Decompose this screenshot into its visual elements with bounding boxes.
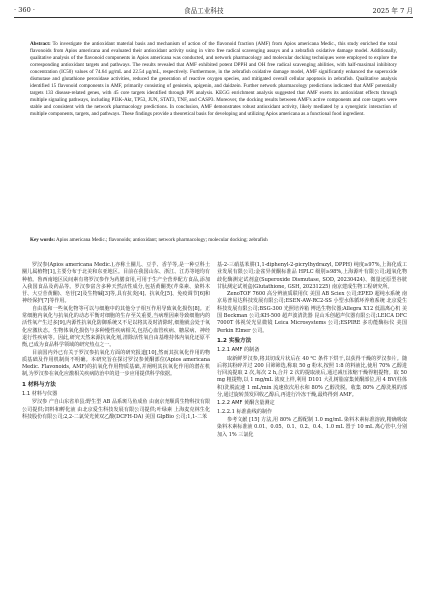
section-heading: 1 材料与方法 xyxy=(22,381,56,388)
paragraph: 目前国内外已有关于罗汉参抗氧化方面的研究报道[10],然而其抗氧化作用的物质基础及作用机制尚不明确。本研究旨在探讨罗汉参黄酮部位(Apios americana Medic. Flavonoids, AMF)的抗氧化作用物质基础,并阐明其抗氧化作用的潜在机制,为罗汉参在氧化应激相关疾病防治中的进一步应用提供科学依据。 xyxy=(22,349,210,378)
header-rule xyxy=(14,17,413,18)
paragraph: 罗汉参 产自山东省单县;野生型 AB 品系斑马鱼成鱼 由南京尧顺禹生物科技有限公司提供;饲料和孵化液 由北京爱生科技发展有限公司提供;叶绿素 上海麦克林生化科技股份有限公司;2,2-二氯荧光黄双乙酸(DCFH-DA) 美国 GlpBio 公司;1,1-二苯 xyxy=(22,399,210,420)
paragraph: ZenoTOF 7600 高分辨液质联用仪 美国 AB Sciex 公司;EPED 超纯水系统 南京易普易达科技发展有限公司;ESEN-AW-RC2-SS 小型水体循环养殖系统 北京爱生科技发展有限公司;BSG-300 光照培养箱 博迅生物仪器;Allegra X12 低温离心机 美国 Beckman 公司;KH-500 超声波清洗器 昆山禾创超声仪器有限公司;LEICA DFC 7000T 体视荧光显微镜 Leica Microsystems 公司;ESPIRE 多功能酶标仪 美国 Perkin Elmer 公司。 xyxy=(217,291,407,334)
abstract-label: Abstract: xyxy=(30,41,51,47)
paragraph: 自由基和一些氧化物等可以与细胞中的其他分子相互作用导致氧化损伤[8]。正常细胞内氧化与抗氧化的动态平衡对细胞的生存至关重要,当病理因素导致细胞内的活性氧产生过多[9],内源性抗氧化防御系统又不足以将其及时清除时,细胞就会处于氧化应激状态。生物体氧化损伤与多种慢性疾病相关,包括心血管疾病、糖尿病、神经退行性疾病等。因此,研究天然来源抗氧化剂,清除活性氧自由基维持体内氧化还原平衡,已成为食品科学领域的研究热点之一。 xyxy=(22,305,210,349)
abstract-text: To investigate the antioxidant material basis and mechanism of action of the flavonoid fraction (AMF) from Apios americana Medic., this study enriched the total flavonoids from Apios americana and evaluated their antioxidant activity using in vitro free radical scavenging assays and a zebrafish oxidative damage model. Additionally, qualitative analysis of the flavonoid components in Apios americana was conducted, and network pharmacology and molecular docking techniques were employed to explore the corresponding antioxidant targets and pathways. The results revealed that AMF exhibited potent DPPH and OH free radical scavenging abilities, with half-maximal inhibitory concentration (IC50) values of 74.64 μg/mL and 22.54 μg/mL, respectively. Furthermore, in the zebrafish oxidative damage model, AMF significantly enhanced the superoxide dismutase and glutathione peroxidase activities, reduced the generation of reactive oxygen species, and mitigated overall cellular apoptosis in zebrafish. Qualitative analysis identified 15 flavonoid components in AMF, primarily consisting of genistein, apigenin, and daidzein. Further network pharmacology predictions indicated that AMF potentially targets 133 disease-related genes, with 45 core targets identified through PPI analysis. KEGG enrichment analysis suggested that AMF exerts its antioxidant effects through multiple signaling pathways, including PI3K-Akt, TP53, JUN, STAT3, TNF, and CASP3. Moreover, the docking results between AMF's active components and core targets were stable and consistent with the network pharmacology predictions. In conclusion, AMF demonstrates robust antioxidant activity, likely mediated by a synergistic interaction of multiple components, targets, and pathways. These findings provide a theoretical basis for developing and utilizing Apios americana as a functional food ingredient. xyxy=(30,41,397,118)
left-column xyxy=(22,262,210,421)
paragraph: 罗汉参(Apios americana Medic.),亦称土圞儿、豆芋、香芋等,是一种豆科土圞儿属植物[1],主要分布于北美和东亚地区。目前在我国山东、浙江、江苏等地均有种植。鲁西南地区民间素有将罗汉参作为药膳食用,可用于生产全营养配方食品,添加入我国食品及药品等。罗汉参富含多种天然活性成分,包括黄酮类(芹菜素、染料木苷、大豆苷黄酮)、皂苷[2]及生物碱[3]等,具有抗炎[4]、抗氧化[5]、免疫调节[6]和神经保护[7]等作用。 xyxy=(22,262,210,305)
paragraph: 取新鲜罗汉参,将其切成片状后在 40 ℃ 条件下烘干,以获得干燥的罗汉参片。随后将其粉碎并过 200 目筛筛选,称取 50 g 粉末,按照 1:8 的料液比,使用 70% 乙醇进行回流提取 2 次,每次 2 h,合并 2 次的提取液后,通过减压浓缩干燥得粗提物。取 50 mg 粗提物,以 1 mg/mL 浓度上样,利用 D101 大孔树脂富集黄酮部位,用 4 BV(柱体积)洗脱流速 1 mL/min 流速依次用水和 80% 乙醇洗脱。收集 80% 乙醇洗脱的部分,通过旋转蒸发回收乙醇后,再进行冷冻干燥,最终得到 AMF。 xyxy=(217,355,407,399)
page-header xyxy=(14,4,413,16)
keywords xyxy=(30,237,397,244)
keywords-label: Key words: xyxy=(30,237,56,243)
subsection-heading: 1.2.1 AMF 的制备 xyxy=(217,347,260,354)
keywords-text: Apios americana Medic.; flavonoids; antioxidant; network pharmacology; molecular docking; zebrafish xyxy=(56,237,268,243)
issue-date: 2025 年 7 月 xyxy=(372,7,413,15)
right-column xyxy=(217,262,407,439)
page-number: · 360 · xyxy=(14,6,35,14)
paragraph: 基-2-三硝基苯肼(1,1-diphenyl-2-picrylhydrazyl, DPPH) 纯度≥97%,上海化成工业发展有限公司;金雀异黄酮标准品 HPLC 级别≥98%,上海源叶有限公司;超氧化物歧化酶测定试剂盒(Superoxide Dismutase, SOD, 20230424)、微量还原型谷胱甘肽测定试剂盒(Glutathione, GSH, 20231225) 南京建成生物工程研究所。 xyxy=(217,262,407,290)
subsection-heading: 1.2.2 AMF 黄酮含量测定 xyxy=(217,400,275,407)
subsection-heading: 1.1 材料与仪器 xyxy=(22,391,58,398)
abstract xyxy=(30,41,397,119)
journal-name: 食品工业科技 xyxy=(183,7,224,15)
subsubsection-heading: 1.2.2.1 标准曲线的制作 xyxy=(217,408,273,415)
paragraph: 参考文献 [15] 方法,用 80% 乙醇配制 1.0 mg/mL 染料木素标准溶液,精确吸取染料木素标准液 0.01、0.05、0.1、0.2、0.4、1.0 mL 置于 10 mL 离心管中,分别加入 1% 三氯化 xyxy=(217,416,407,438)
section-heading: 1.2 实验方法 xyxy=(217,337,252,344)
